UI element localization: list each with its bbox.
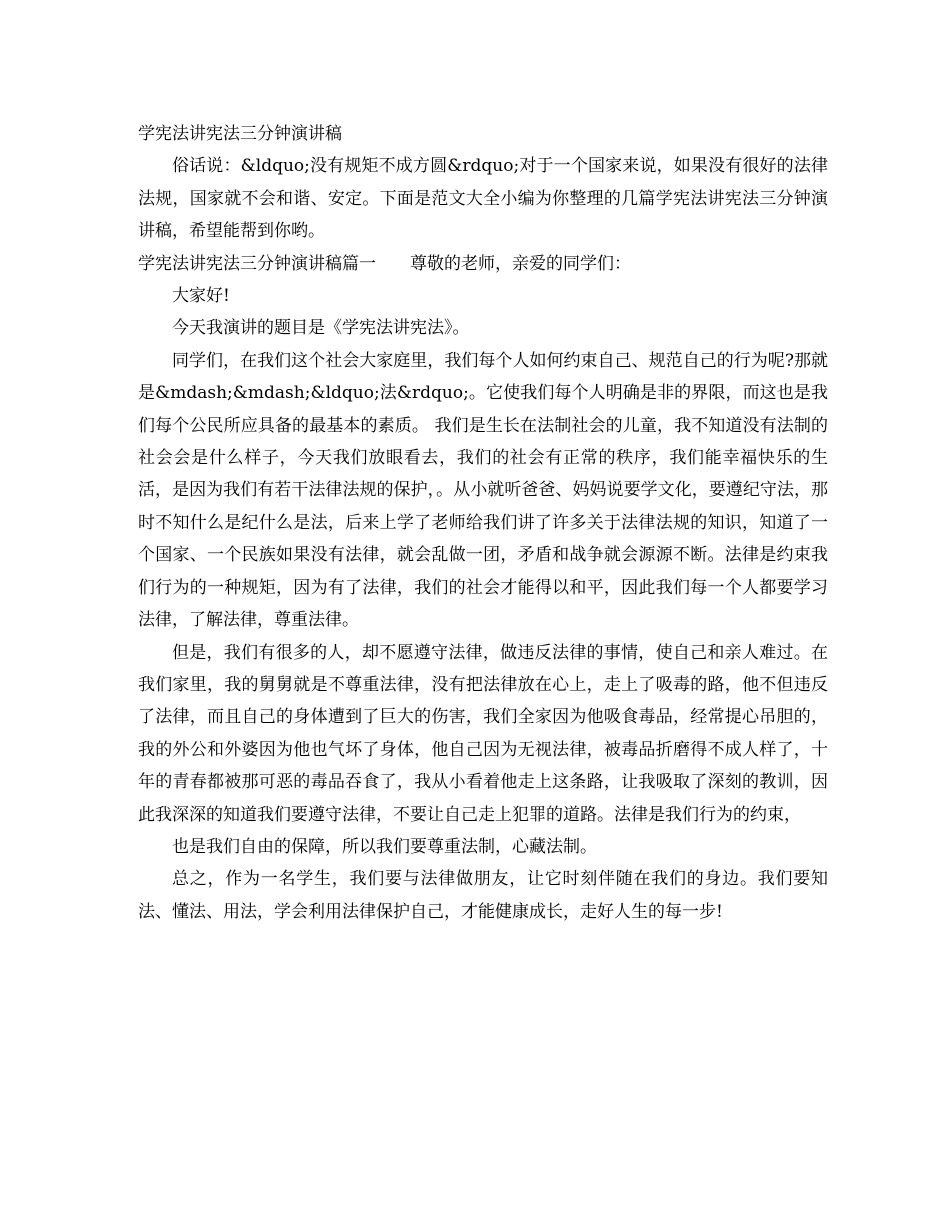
salutation: 尊敬的老师，亲爱的同学们：: [410, 253, 631, 274]
body-paragraph: 但是，我们有很多的人，却不愿遵守法律，做违反法律的事情，使自己和亲人难过。在我们家里，我的舅舅就是不尊重法律，没有把法律放在心上，走上了吸毒的路，他不但违反了法律，而且自己的身体遭到了巨大的伤害，我们全家因为他吸食毒品，经常提心吊胆的，我的外公和外婆因为他也气坏了身体，他自己因为无视法律，被毒品折磨得不成人样了，十年的青春都被那可恶的毒品吞食了，我从小看着他走上这条路，让我吸取了深刻的教训，因此我深深的知道我们要遵守法律，不要让自己走上犯罪的道路。法律是我们行为的约束，: [138, 642, 828, 825]
document-title: 学宪法讲宪法三分钟演讲稿: [138, 124, 342, 144]
body-paragraph: 同学们，在我们这个社会大家庭里，我们每个人如何约束自己、规范自己的行为呢?那就是&mdash;&mdash;&ldquo;法&rdquo;。它使我们每个人明确是非的界限，而这也是我们每个公民所应具备的最基本的素质。 我们是生长在法制社会的儿童，我不知道没有法制的社会会是什么样子，今天我们放眼看去，我们的社会有正常的秩序，我们能幸福快乐的生活，是因为我们有若干法律法规的保护，。从小就听爸爸、妈妈说要学文化，要遵纪守法，那时不知什么是纪什么是法，后来上学了老师给我们讲了许多关于法律法规的知识，知道了一个国家、一个民族如果没有法律，就会乱做一团，矛盾和战争就会源源不断。法律是约束我们行为的一种规矩，因为有了法律，我们的社会才能得以和平，因此我们每一个人都要学习法律，了解法律，尊重法律。: [138, 350, 828, 631]
section-heading-line: [138, 248, 828, 280]
section-heading: 学宪法讲宪法三分钟演讲稿篇一: [138, 253, 376, 274]
document-page: [138, 118, 828, 928]
body-paragraph: 大家好!: [172, 286, 230, 307]
body-paragraph: 总之，作为一名学生，我们要与法律做朋友，让它时刻伴随在我们的身边。我们要知法、懂法、用法，学会利用法律保护自己，才能健康成长，走好人生的每一步!: [138, 869, 828, 922]
body-paragraph: 也是我们自由的保障，所以我们要尊重法制，心藏法制。: [172, 836, 597, 857]
body-paragraph: 今天我演讲的题目是《学宪法讲宪法》。: [172, 318, 470, 339]
intro-paragraph: 俗话说：&ldquo;没有规矩不成方圆&rdquo;对于一个国家来说，如果没有很好的法律法规，国家就不会和谐、安定。下面是范文大全小编为你整理的几篇学宪法讲宪法三分钟演讲稿，希望能帮到你哟。: [138, 156, 828, 242]
